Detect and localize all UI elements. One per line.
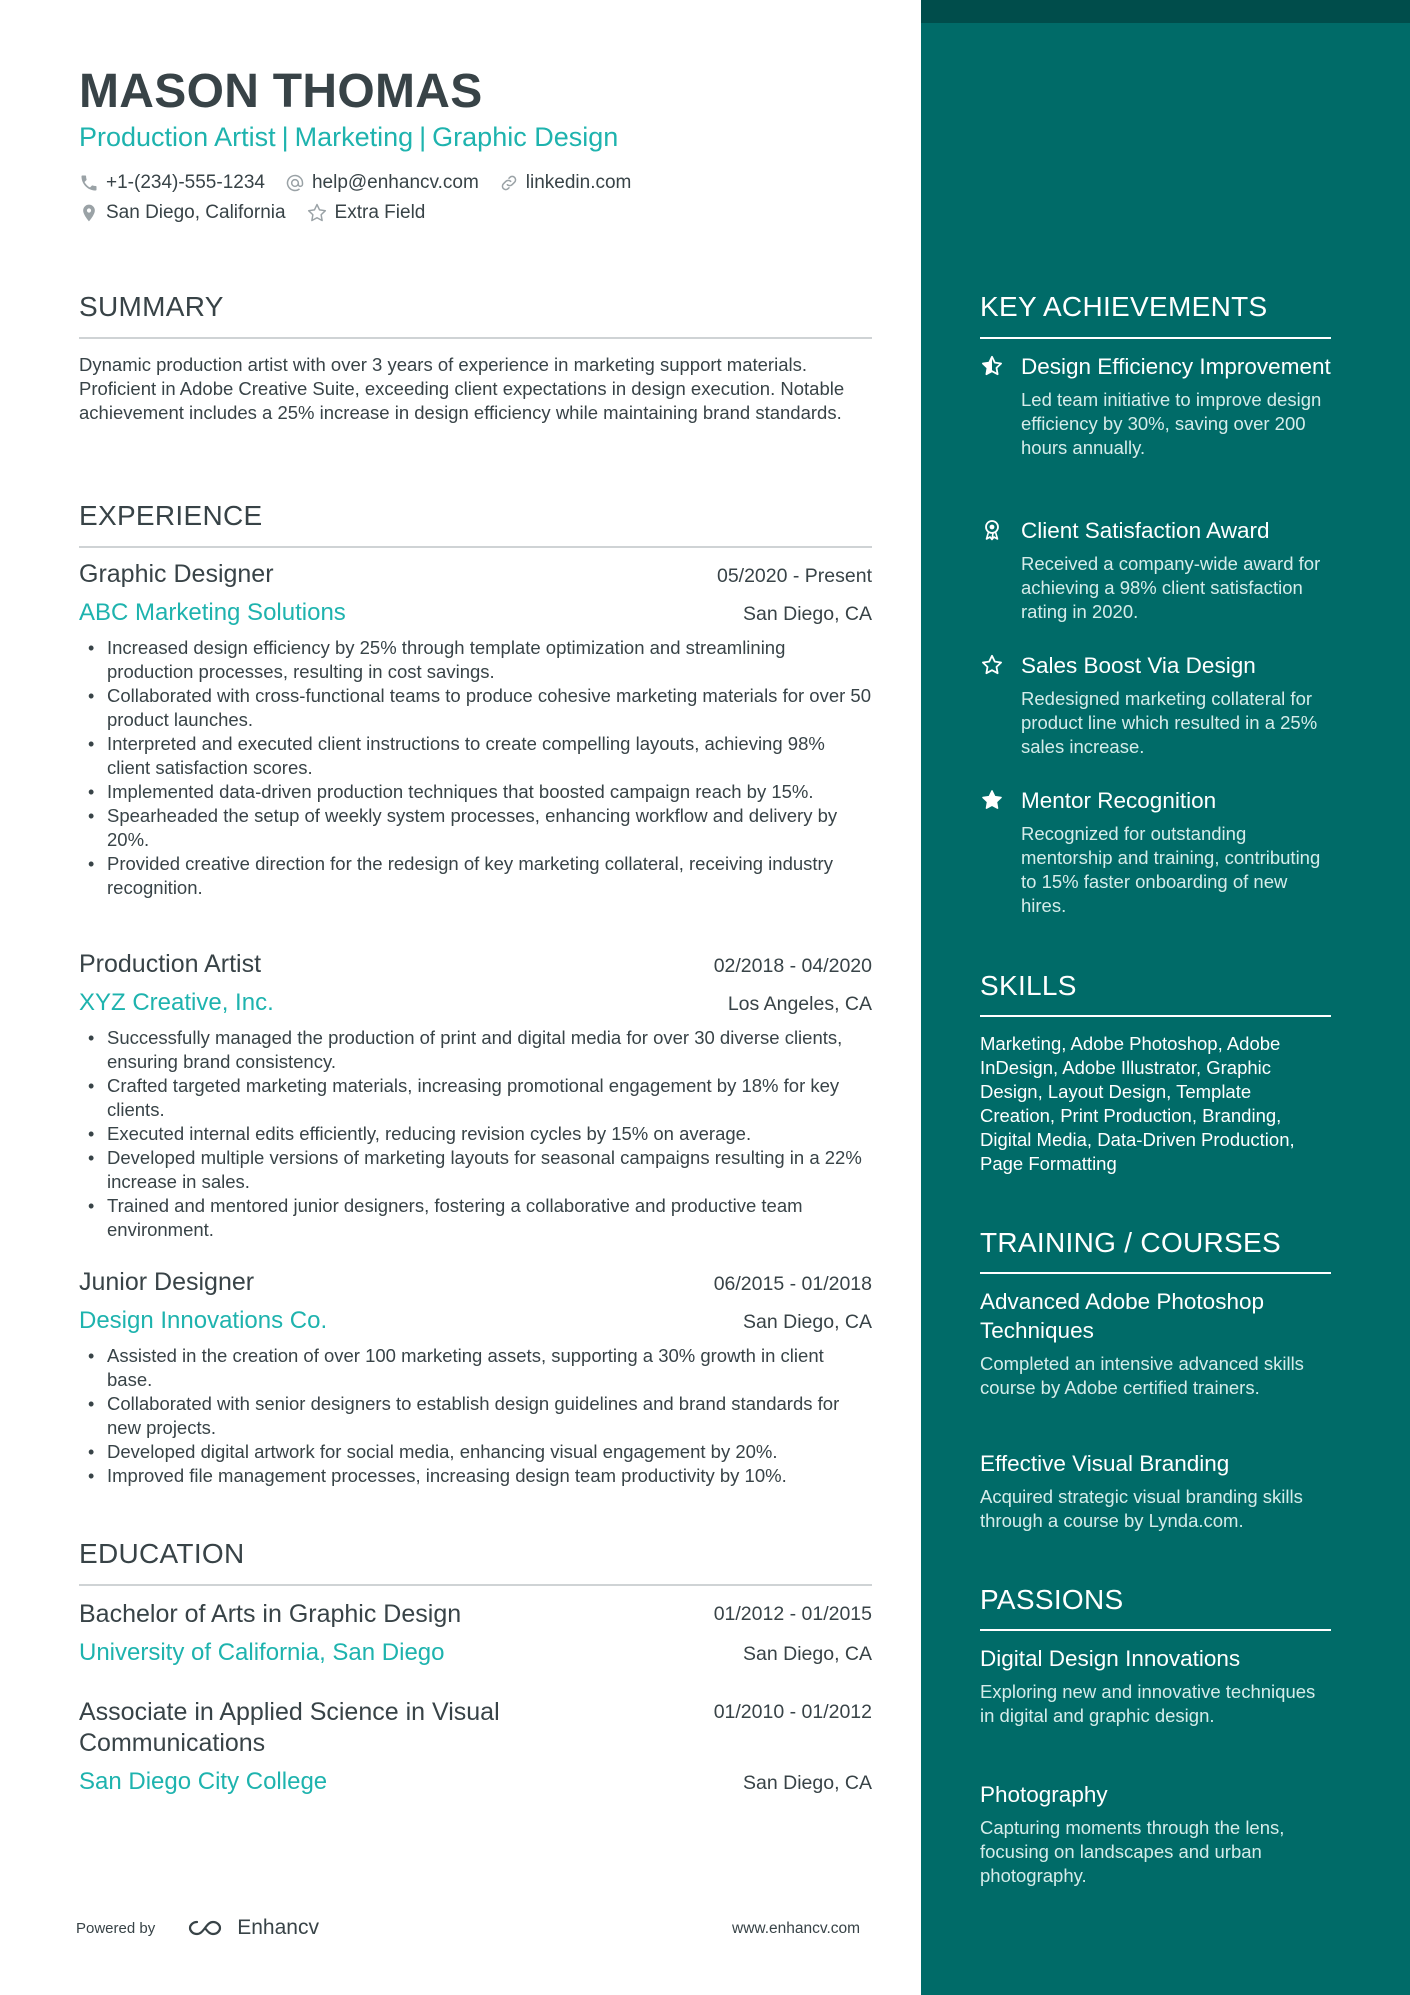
job-location: San Diego, CA: [743, 603, 872, 625]
title-part: Graphic Design: [432, 122, 619, 152]
education-heading: EDUCATION: [79, 1538, 245, 1569]
job-bullet: • Increased design efficiency by 25% through template optimization and streamlining production processes, resulting in cost savings.: [79, 636, 872, 684]
job-bullet: • Collaborated with cross-functional teams to produce cohesive marketing materials for over 50 product launches.: [79, 684, 872, 732]
achievement-description: Redesigned marketing collateral for product line which resulted in a 25% sales increase.: [1021, 688, 1318, 757]
passions-divider: [980, 1629, 1331, 1631]
contact-email[interactable]: [285, 172, 479, 194]
job-role: Production Artist: [79, 950, 262, 978]
education-location: San Diego, CA: [743, 1643, 872, 1665]
candidate-title: [79, 122, 618, 153]
contact-phone[interactable]: [79, 172, 265, 194]
experience-heading: EXPERIENCE: [79, 500, 263, 531]
sidebar-top-band: [921, 0, 1410, 23]
education-location: San Diego, CA: [743, 1772, 872, 1794]
star-half-icon: [980, 354, 1004, 378]
education-dates: 01/2012 - 01/2015: [713, 1603, 872, 1625]
star-outline-icon: [980, 653, 1004, 677]
passion-description: Exploring new and innovative techniques in digital and graphic design.: [980, 1681, 1316, 1726]
job-bullet: • Developed multiple versions of marketing layouts for seasonal campaigns resulting in a 22% increase in sales.: [79, 1146, 872, 1194]
contact-row-2: [79, 202, 445, 224]
summary-heading: SUMMARY: [79, 291, 224, 322]
education-entry: [79, 1599, 872, 1667]
contact-location: [79, 202, 286, 224]
job-bullet: • Provided creative direction for the redesign of key marketing collateral, receiving industry recognition.: [79, 852, 872, 900]
link-icon: [499, 173, 519, 193]
title-part: Production Artist: [79, 122, 276, 152]
job-bullet: • Interpreted and executed client instructions to create compelling layouts, achieving 98% client satisfaction scores.: [79, 732, 872, 780]
job-location: San Diego, CA: [743, 1311, 872, 1333]
powered-by-label: Powered by: [76, 1919, 156, 1937]
training-heading: TRAINING / COURSES: [980, 1227, 1281, 1258]
award-icon: [980, 518, 1004, 542]
enhancv-logo[interactable]: [183, 1916, 319, 1940]
achievement-description: Recognized for outstanding mentorship and training, contributing to 15% faster onboarding of new hires.: [1021, 823, 1321, 916]
contact-extra: [306, 202, 426, 224]
job-bullet: • Trained and mentored junior designers, fostering a collaborative and productive team environment.: [79, 1194, 872, 1242]
summary-text: Dynamic production artist with over 3 years of experience in marketing support materials. Proficient in Adobe Creative Suite, exceeding client expectations in design execution. Notable achievement includes a 25% increase in design efficiency while maintaining brand standards.: [79, 354, 845, 423]
job-bullet: • Spearheaded the setup of weekly system processes, enhancing workflow and delivery by 20%.: [79, 804, 872, 852]
linkedin-text: linkedin.com: [525, 172, 632, 193]
job-bullet: • Successfully managed the production of print and digital media for over 30 diverse clients, ensuring brand consistency.: [79, 1026, 872, 1074]
education-degree: Bachelor of Arts in Graphic Design: [79, 1600, 462, 1628]
location-text: San Diego, California: [106, 202, 286, 223]
enhancv-brand-text: Enhancv: [237, 1916, 319, 1939]
education-dates: 01/2010 - 01/2012: [713, 1701, 872, 1723]
achievement-title: Client Satisfaction Award: [1021, 518, 1270, 543]
job-entry: [79, 1268, 872, 1488]
contact-row: [79, 172, 651, 194]
job-entry: [79, 560, 872, 900]
achievement-description: Led team initiative to improve design efficiency by 30%, saving over 200 hours annually.: [1021, 389, 1322, 458]
job-company[interactable]: Design Innovations Co.: [79, 1307, 328, 1334]
experience-divider: [79, 546, 872, 548]
course-title: Advanced Adobe Photoshop Techniques: [980, 1289, 1264, 1343]
job-dates: 05/2020 - Present: [716, 565, 872, 587]
job-company[interactable]: XYZ Creative, Inc.: [79, 989, 274, 1016]
job-role: Graphic Designer: [79, 560, 274, 588]
footer-url[interactable]: www.enhancv.com: [732, 1920, 861, 1937]
job-dates: 02/2018 - 04/2020: [713, 955, 872, 977]
job-bullets: [79, 1344, 872, 1488]
candidate-name: MASON THOMAS: [79, 65, 483, 118]
footer-branding: [76, 1916, 319, 1940]
email-text: help@enhancv.com: [311, 172, 479, 193]
passion-item: [980, 1644, 1331, 1728]
job-bullet: • Crafted targeted marketing materials, increasing promotional engagement by 18% for key clients.: [79, 1074, 872, 1122]
title-separator: |: [281, 122, 289, 152]
job-bullet: • Improved file management processes, increasing design team productivity by 10%.: [79, 1464, 872, 1488]
passion-title: Photography: [980, 1782, 1108, 1807]
education-school[interactable]: San Diego City College: [79, 1768, 328, 1795]
job-entry: [79, 950, 872, 1242]
education-entry: [79, 1697, 872, 1796]
job-bullets: [79, 636, 872, 900]
job-bullet: • Collaborated with senior designers to establish design guidelines and brand standards for new projects.: [79, 1392, 872, 1440]
contact-linkedin[interactable]: [499, 172, 632, 194]
passions-heading: PASSIONS: [980, 1584, 1124, 1615]
summary-divider: [79, 337, 872, 339]
skills-heading: SKILLS: [980, 970, 1077, 1001]
location-pin-icon: [79, 203, 99, 223]
education-degree: Associate in Applied Science in Visual Communications: [79, 1698, 500, 1757]
achievements-heading: KEY ACHIEVEMENTS: [980, 291, 1268, 322]
title-separator: |: [419, 122, 427, 152]
job-dates: 06/2015 - 01/2018: [713, 1273, 872, 1295]
skills-divider: [980, 1015, 1331, 1017]
achievement-item: [980, 516, 1331, 624]
skills-list: Marketing, Adobe Photoshop, Adobe InDesign, Adobe Illustrator, Graphic Design, Layout Design, Template Creation, Print Production, Branding, Digital Media, Data-Driven Production, Page Formatting: [980, 1033, 1295, 1174]
job-role: Junior Designer: [79, 1268, 255, 1296]
at-icon: [285, 173, 305, 193]
job-bullet: • Developed digital artwork for social media, enhancing visual engagement by 20%.: [79, 1440, 872, 1464]
course-item: [980, 1287, 1331, 1400]
job-bullets: [79, 1026, 872, 1242]
title-part: Marketing: [294, 122, 414, 152]
passion-description: Capturing moments through the lens, focusing on landscapes and urban photography.: [980, 1817, 1285, 1886]
course-description: Acquired strategic visual branding skills through a course by Lynda.com.: [980, 1486, 1303, 1531]
achievement-title: Design Efficiency Improvement: [1021, 354, 1331, 379]
achievement-item: [980, 352, 1331, 460]
job-company[interactable]: ABC Marketing Solutions: [79, 599, 346, 626]
achievement-title: Sales Boost Via Design: [1021, 653, 1256, 678]
enhancv-logo-icon: [183, 1916, 229, 1940]
job-bullet: • Executed internal edits efficiently, reducing revision cycles by 15% on average.: [79, 1122, 872, 1146]
job-bullet: • Assisted in the creation of over 100 marketing assets, supporting a 30% growth in client base.: [79, 1344, 872, 1392]
passion-title: Digital Design Innovations: [980, 1646, 1241, 1671]
achievement-title: Mentor Recognition: [1021, 788, 1217, 813]
phone-text: +1-(234)-555-1234: [106, 172, 265, 193]
achievement-description: Received a company-wide award for achieving a 98% client satisfaction rating in 2020.: [1021, 553, 1321, 622]
course-title: Effective Visual Branding: [980, 1451, 1230, 1476]
training-divider: [980, 1272, 1331, 1274]
sidebar: [921, 0, 1410, 1995]
phone-icon: [79, 173, 99, 193]
course-item: [980, 1449, 1331, 1533]
star-outline-icon: [306, 202, 328, 224]
job-bullet: • Implemented data-driven production techniques that boosted campaign reach by 15%.: [79, 780, 872, 804]
education-school[interactable]: University of California, San Diego: [79, 1639, 445, 1666]
course-description: Completed an intensive advanced skills course by Adobe certified trainers.: [980, 1353, 1304, 1398]
job-location: Los Angeles, CA: [727, 993, 872, 1015]
passion-item: [980, 1780, 1331, 1888]
achievement-item: [980, 651, 1331, 759]
education-divider: [79, 1584, 872, 1586]
achievement-item: [980, 786, 1331, 918]
star-filled-icon: [980, 788, 1004, 812]
achievements-divider: [980, 337, 1331, 339]
extra-field-text: Extra Field: [334, 202, 426, 223]
